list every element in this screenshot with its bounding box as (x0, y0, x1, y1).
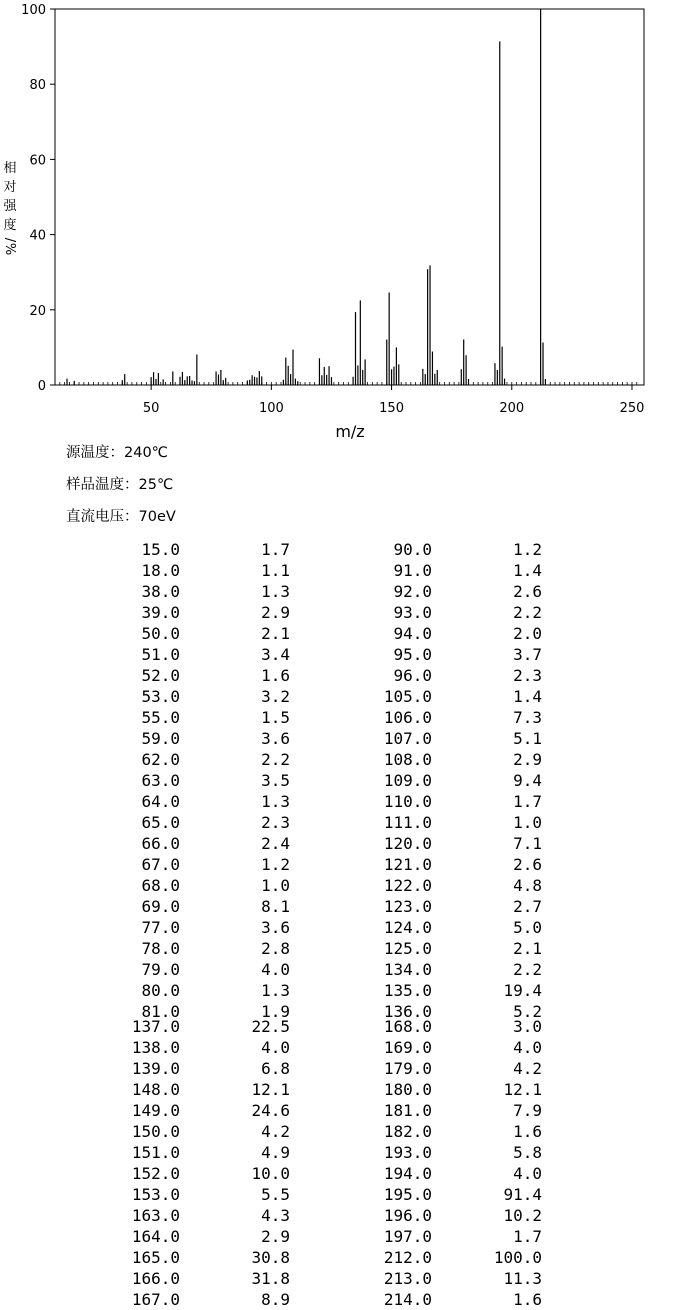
source-temperature-label: 源温度： (66, 445, 124, 461)
table-cell-mz: 38.0 (141, 582, 180, 601)
table-cell-mz: 91.0 (393, 561, 432, 580)
table-cell-mz: 67.0 (141, 855, 180, 874)
table-cell-mz: 182.0 (383, 1122, 432, 1141)
dc-voltage-label: 直流电压： (66, 509, 139, 525)
table-cell-mz: 80.0 (141, 981, 180, 1000)
table-cell-intensity: 8.9 (261, 1290, 290, 1309)
table-cell-mz: 214.0 (383, 1290, 432, 1309)
table-cell-intensity: 2.3 (261, 813, 290, 832)
table-cell-intensity: 1.4 (513, 561, 542, 580)
table-cell-mz: 111.0 (383, 813, 432, 832)
table-cell-mz: 165.0 (131, 1248, 180, 1267)
table-cell-mz: 66.0 (141, 834, 180, 853)
table-cell-mz: 179.0 (383, 1059, 432, 1078)
table-cell-mz: 53.0 (141, 687, 180, 706)
y-axis-label-char: 度 (3, 218, 17, 233)
table-cell-mz: 166.0 (131, 1269, 180, 1288)
source-temperature (66, 441, 168, 462)
table-cell-mz: 137.0 (131, 1017, 180, 1036)
y-tick-label: 80 (29, 78, 46, 94)
table-cell-intensity: 7.1 (513, 834, 542, 853)
table-cell-mz: 51.0 (141, 645, 180, 664)
table-cell-mz: 195.0 (383, 1185, 432, 1204)
table-cell-intensity: 1.6 (513, 1290, 542, 1309)
table-cell-mz: 123.0 (383, 897, 432, 916)
table-cell-intensity: 5.0 (513, 918, 542, 937)
table-cell-mz: 122.0 (383, 876, 432, 895)
y-tick-label: 60 (29, 153, 46, 169)
dc-voltage (66, 505, 176, 526)
table-cell-mz: 39.0 (141, 603, 180, 622)
table-cell-mz: 139.0 (131, 1059, 180, 1078)
table-cell-mz: 213.0 (383, 1269, 432, 1288)
table-cell-mz: 106.0 (383, 708, 432, 727)
table-cell-intensity: 19.4 (503, 981, 542, 1000)
table-cell-intensity: 1.6 (513, 1122, 542, 1141)
table-cell-mz: 62.0 (141, 750, 180, 769)
x-tick-label: 50 (142, 401, 160, 416)
table-cell-mz: 94.0 (393, 624, 432, 643)
table-cell-intensity: 30.8 (251, 1248, 290, 1267)
table-cell-mz: 108.0 (383, 750, 432, 769)
table-cell-mz: 107.0 (383, 729, 432, 748)
table-cell-intensity: 2.6 (513, 855, 542, 874)
y-axis-label (2, 160, 17, 255)
y-axis-label-char: % (2, 242, 17, 256)
table-cell-mz: 125.0 (383, 939, 432, 958)
table-cell-intensity: 2.9 (261, 603, 290, 622)
y-tick-label: 40 (29, 228, 46, 244)
table-cell-mz: 163.0 (131, 1206, 180, 1225)
table-cell-intensity: 1.2 (261, 855, 290, 874)
table-cell-mz: 81.0 (141, 1002, 180, 1021)
table-cell-intensity: 2.2 (261, 750, 290, 769)
table-cell-intensity: 3.2 (261, 687, 290, 706)
table-cell-intensity: 2.7 (513, 897, 542, 916)
table-cell-intensity: 7.9 (513, 1101, 542, 1120)
source-temperature-value: 240℃ (124, 445, 168, 461)
x-tick-label: 150 (379, 401, 404, 416)
table-cell-mz: 96.0 (393, 666, 432, 685)
table-cell-intensity: 2.9 (261, 1227, 290, 1246)
peak-table (0, 539, 680, 1309)
table-cell-intensity: 12.1 (503, 1080, 542, 1099)
table-cell-intensity: 2.0 (513, 624, 542, 643)
table-cell-intensity: 1.3 (261, 981, 290, 1000)
x-tick-label: 250 (619, 401, 645, 416)
table-cell-intensity: 24.6 (251, 1101, 290, 1120)
sample-temperature-value: 25℃ (138, 477, 174, 493)
table-cell-mz: 196.0 (383, 1206, 432, 1225)
table-cell-intensity: 31.8 (251, 1269, 290, 1288)
table-cell-mz: 153.0 (131, 1185, 180, 1204)
table-cell-intensity: 5.2 (513, 1002, 542, 1021)
table-cell-mz: 18.0 (141, 561, 180, 580)
table-cell-intensity: 2.1 (261, 624, 290, 643)
table-cell-mz: 65.0 (141, 813, 180, 832)
table-cell-intensity: 1.9 (261, 1002, 290, 1021)
table-cell-intensity: 4.9 (261, 1143, 290, 1162)
table-cell-intensity: 1.0 (261, 876, 290, 895)
table-cell-intensity: 2.2 (513, 960, 542, 979)
table-cell-mz: 152.0 (131, 1164, 180, 1183)
peak-table-left-intensity (228, 539, 290, 1310)
table-cell-intensity: 2.3 (513, 666, 542, 685)
table-cell-mz: 90.0 (393, 540, 432, 559)
x-axis-ticks (143, 385, 645, 416)
table-cell-mz: 138.0 (131, 1038, 180, 1057)
table-cell-intensity: 4.3 (261, 1206, 290, 1225)
table-cell-intensity: 1.3 (261, 582, 290, 601)
table-cell-mz: 212.0 (383, 1248, 432, 1267)
table-cell-mz: 134.0 (383, 960, 432, 979)
table-cell-mz: 181.0 (383, 1101, 432, 1120)
table-cell-mz: 93.0 (393, 603, 432, 622)
table-cell-intensity: 2.6 (513, 582, 542, 601)
table-cell-mz: 164.0 (131, 1227, 180, 1246)
y-tick-label: 0 (37, 379, 46, 394)
table-cell-mz: 197.0 (383, 1227, 432, 1246)
peak-table-right-intensity (470, 539, 542, 1310)
table-cell-intensity: 7.3 (513, 708, 542, 727)
x-tick-label: 200 (499, 401, 525, 416)
table-cell-mz: 52.0 (141, 666, 180, 685)
table-cell-mz: 55.0 (141, 708, 180, 727)
table-cell-intensity: 1.0 (513, 813, 542, 832)
table-cell-intensity: 3.7 (513, 645, 542, 664)
y-axis-label-char: 相 (3, 161, 17, 176)
table-cell-mz: 79.0 (141, 960, 180, 979)
dc-voltage-value: 70eV (138, 509, 176, 525)
table-cell-mz: 167.0 (131, 1290, 180, 1309)
table-cell-mz: 105.0 (383, 687, 432, 706)
table-cell-intensity: 6.8 (261, 1059, 290, 1078)
peak-table-left-mz (108, 539, 180, 1310)
table-cell-mz: 110.0 (383, 792, 432, 811)
table-cell-intensity: 2.9 (513, 750, 542, 769)
y-tick-label: 100 (21, 3, 46, 18)
table-cell-intensity: 10.0 (251, 1164, 290, 1183)
table-cell-intensity: 3.6 (261, 729, 290, 748)
table-cell-mz: 148.0 (131, 1080, 180, 1099)
table-cell-mz: 109.0 (383, 771, 432, 790)
table-cell-mz: 69.0 (141, 897, 180, 916)
table-cell-mz: 63.0 (141, 771, 180, 790)
table-cell-intensity: 1.2 (513, 540, 542, 559)
table-cell-intensity: 4.0 (261, 1038, 290, 1057)
plot-frame (55, 9, 644, 385)
table-cell-intensity: 2.4 (261, 834, 290, 853)
table-cell-mz: 151.0 (131, 1143, 180, 1162)
table-cell-intensity: 1.5 (261, 708, 290, 727)
table-cell-mz: 149.0 (131, 1101, 180, 1120)
table-cell-mz: 124.0 (383, 918, 432, 937)
table-cell-mz: 135.0 (383, 981, 432, 1000)
table-cell-intensity: 5.1 (513, 729, 542, 748)
y-axis-label-char: / (2, 237, 17, 243)
table-cell-intensity: 1.3 (261, 792, 290, 811)
table-cell-mz: 15.0 (141, 540, 180, 559)
table-cell-mz: 169.0 (383, 1038, 432, 1057)
table-cell-intensity: 2.2 (513, 603, 542, 622)
table-cell-mz: 92.0 (393, 582, 432, 601)
table-cell-mz: 150.0 (131, 1122, 180, 1141)
table-cell-intensity: 1.7 (261, 540, 290, 559)
table-cell-intensity: 1.4 (513, 687, 542, 706)
sample-temperature (66, 473, 173, 494)
mass-spectrum-chart (0, 0, 680, 445)
spectrum-peaks (67, 9, 545, 385)
table-cell-mz: 121.0 (383, 855, 432, 874)
table-cell-intensity: 2.8 (261, 939, 290, 958)
table-cell-intensity: 4.8 (513, 876, 542, 895)
table-cell-mz: 50.0 (141, 624, 180, 643)
y-tick-label: 20 (29, 303, 46, 319)
table-cell-mz: 77.0 (141, 918, 180, 937)
table-cell-intensity: 12.1 (251, 1080, 290, 1099)
table-cell-mz: 120.0 (383, 834, 432, 853)
table-cell-intensity: 4.0 (261, 960, 290, 979)
table-cell-mz: 168.0 (383, 1017, 432, 1036)
x-axis-label: m/z (335, 422, 365, 441)
table-cell-intensity: 1.1 (261, 561, 290, 580)
table-cell-intensity: 3.4 (261, 645, 290, 664)
table-cell-mz: 95.0 (393, 645, 432, 664)
table-cell-mz: 64.0 (141, 792, 180, 811)
table-cell-intensity: 8.1 (261, 897, 290, 916)
table-cell-intensity: 5.5 (261, 1185, 290, 1204)
table-cell-intensity: 10.2 (503, 1206, 542, 1225)
table-cell-intensity: 91.4 (503, 1185, 542, 1204)
table-cell-intensity: 1.6 (261, 666, 290, 685)
table-cell-intensity: 100.0 (493, 1248, 542, 1267)
y-axis-label-char: 强 (3, 199, 17, 214)
table-cell-intensity: 3.6 (261, 918, 290, 937)
table-cell-intensity: 4.2 (513, 1059, 542, 1078)
sample-temperature-label: 样品温度： (66, 477, 139, 493)
table-cell-mz: 180.0 (383, 1080, 432, 1099)
table-cell-mz: 78.0 (141, 939, 180, 958)
table-cell-intensity: 5.8 (513, 1143, 542, 1162)
table-cell-intensity: 1.7 (513, 792, 542, 811)
table-cell-intensity: 3.0 (513, 1017, 542, 1036)
table-cell-intensity: 11.3 (503, 1269, 542, 1288)
table-cell-mz: 136.0 (383, 1002, 432, 1021)
table-cell-mz: 193.0 (383, 1143, 432, 1162)
table-cell-intensity: 9.4 (513, 771, 542, 790)
x-tick-label: 100 (258, 401, 284, 416)
table-cell-intensity: 4.0 (513, 1164, 542, 1183)
table-cell-intensity: 4.2 (261, 1122, 290, 1141)
table-cell-intensity: 4.0 (513, 1038, 542, 1057)
table-cell-intensity: 1.7 (513, 1227, 542, 1246)
table-cell-intensity: 2.1 (513, 939, 542, 958)
table-cell-mz: 68.0 (141, 876, 180, 895)
table-cell-mz: 59.0 (141, 729, 180, 748)
peak-table-right-mz (358, 539, 432, 1310)
y-axis-ticks (21, 3, 55, 394)
y-axis-label-char: 对 (3, 180, 17, 195)
x-minor-ticks (60, 382, 637, 385)
table-cell-intensity: 22.5 (251, 1017, 290, 1036)
table-cell-intensity: 3.5 (261, 771, 290, 790)
table-cell-mz: 194.0 (383, 1164, 432, 1183)
